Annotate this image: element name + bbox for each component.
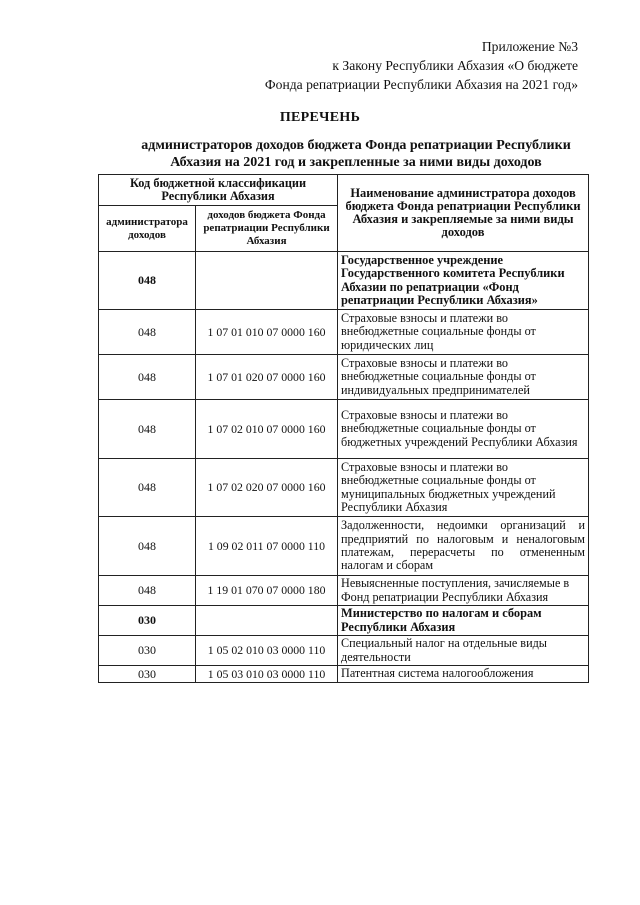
table-row: [99, 517, 589, 576]
revenue-code-cell: 1 07 02 010 07 0000 160: [196, 400, 338, 459]
table-row: [99, 576, 589, 606]
appendix-number: Приложение №3: [481, 39, 578, 54]
admin-code-cell: 048: [99, 400, 196, 459]
appendix-reference: [265, 37, 578, 94]
revenue-code-cell: 1 07 02 020 07 0000 160: [196, 459, 338, 517]
admin-code-cell: 048: [99, 310, 196, 355]
revenue-code-cell: 1 05 03 010 03 0000 110: [196, 666, 338, 683]
name-cell: Министерство по налогам и сборам Республики Абхазия: [338, 606, 589, 636]
header-revenue-code: доходов бюджета Фонда репатриации Республики Абхазия: [196, 206, 338, 252]
admin-code-cell: 048: [99, 576, 196, 606]
appendix-law-line: к Закону Республики Абхазия «О бюджете: [332, 58, 578, 73]
document-subtitle: [96, 137, 616, 171]
admin-code-cell: 030: [99, 636, 196, 666]
revenue-code-cell: [196, 606, 338, 636]
admin-code-cell: 048: [99, 355, 196, 400]
table-row: [99, 606, 589, 636]
header-classification-code: Код бюджетной классификации Республики Абхазия: [99, 175, 338, 206]
name-cell: Страховые взносы и платежи во внебюджетные социальные фонды от индивидуальных предпринимателей: [338, 355, 589, 400]
header-administrator-name: Наименование администратора доходов бюджета Фонда репатриации Республики Абхазия и закрепляемые за ними виды доходов: [338, 175, 589, 252]
name-cell: Государственное учреждение Государственного комитета Республики Абхазии по репатриации «Фонд репатриации Республики Абхазия»: [338, 252, 589, 310]
admin-code-cell: 048: [99, 459, 196, 517]
admin-code-cell: 048: [99, 252, 196, 310]
name-cell: Задолженности, недоимки организаций и предприятий по налоговым и неналоговым платежам, перерасчеты по отмененным налогам и сборам: [338, 517, 589, 576]
revenue-code-cell: 1 19 01 070 07 0000 180: [196, 576, 338, 606]
revenue-administrators-table: [98, 174, 589, 683]
table-row: [99, 636, 589, 666]
table-row: [99, 310, 589, 355]
revenue-code-cell: 1 07 01 010 07 0000 160: [196, 310, 338, 355]
table-row: [99, 459, 589, 517]
revenue-code-cell: [196, 252, 338, 310]
admin-code-cell: 030: [99, 606, 196, 636]
name-cell: Патентная система налогообложения: [338, 666, 589, 683]
table-row: [99, 666, 589, 683]
table-row: [99, 400, 589, 459]
header-administrator-code: администратора доходов: [99, 206, 196, 252]
revenue-code-cell: 1 07 01 020 07 0000 160: [196, 355, 338, 400]
table-row: [99, 252, 589, 310]
admin-code-cell: 030: [99, 666, 196, 683]
subtitle-line-2: Абхазия на 2021 год и закрепленные за ними виды доходов: [170, 155, 542, 170]
revenue-code-cell: 1 05 02 010 03 0000 110: [196, 636, 338, 666]
appendix-fund-line: Фонда репатриации Республики Абхазия на 2021 год»: [264, 77, 578, 92]
admin-code-cell: 048: [99, 517, 196, 576]
name-cell: Специальный налог на отдельные виды деятельности: [338, 636, 589, 666]
name-cell: Невыясненные поступления, зачисляемые в Фонд репатриации Республики Абхазия: [338, 576, 589, 606]
revenue-code-cell: 1 09 02 011 07 0000 110: [196, 517, 338, 576]
name-cell: Страховые взносы и платежи во внебюджетные социальные фонды от муниципальных бюджетных учреждений Республики Абхазия: [338, 459, 589, 517]
subtitle-line-1: администраторов доходов бюджета Фонда репатриации Республики: [141, 138, 571, 153]
name-cell: Страховые взносы и платежи во внебюджетные социальные фонды от бюджетных учреждений Республики Абхазия: [338, 400, 589, 459]
document-title: ПЕРЕЧЕНЬ: [279, 110, 361, 125]
name-cell: Страховые взносы и платежи во внебюджетные социальные фонды от юридических лиц: [338, 310, 589, 355]
table-row: [99, 355, 589, 400]
